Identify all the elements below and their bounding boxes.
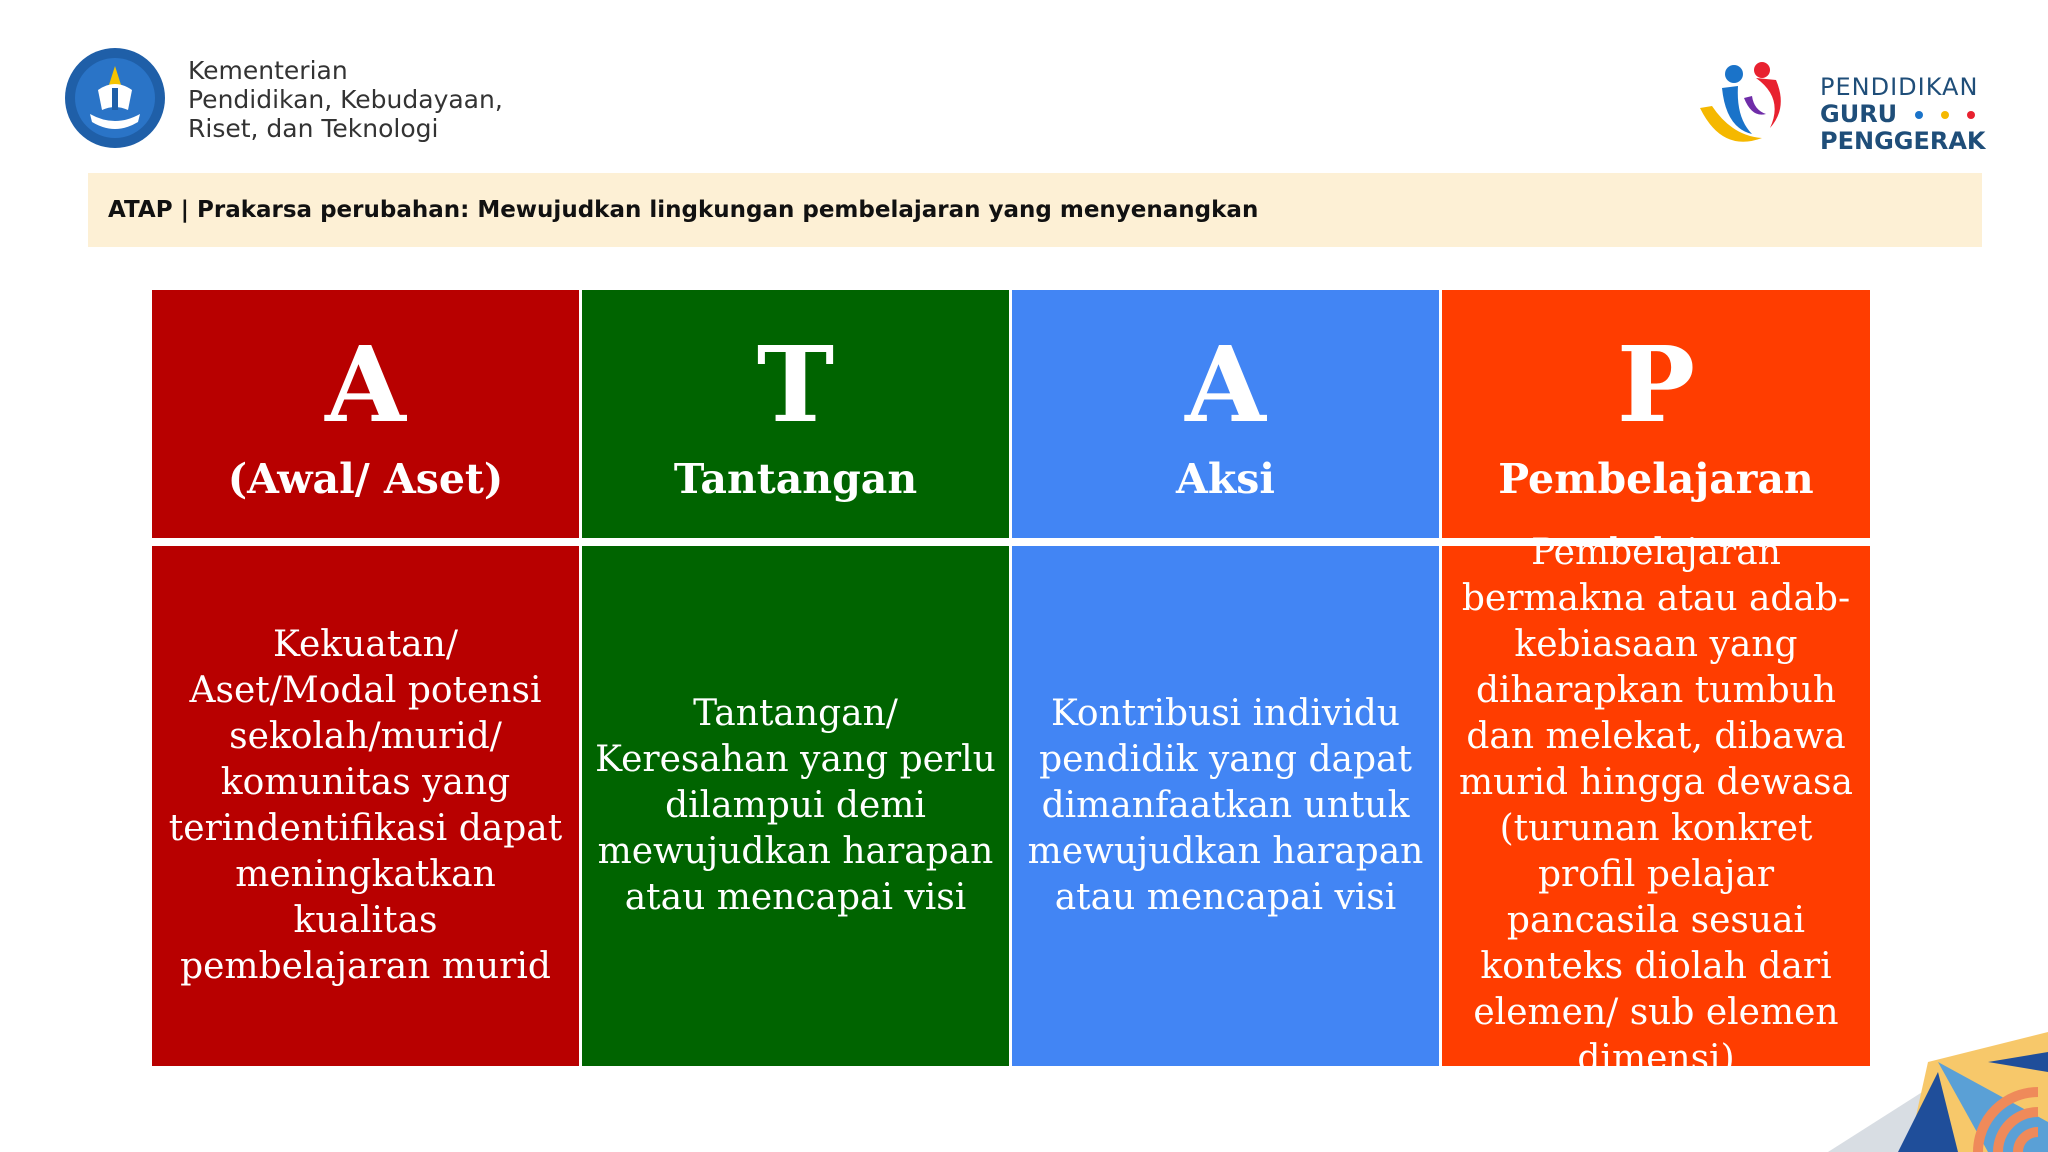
title-awal-aset: (Awal/ Aset) bbox=[227, 455, 504, 503]
letter-a-2: A bbox=[1185, 323, 1266, 446]
blue-dot-icon bbox=[1915, 111, 1923, 119]
title-pembelajaran: Pembelajaran bbox=[1498, 455, 1814, 503]
desc-awal-aset: Kekuatan/ Aset/Modal potensi sekolah/murid/ komunitas yang terindentifikasi dapat meningkatkan kualitas pembelajaran murid bbox=[168, 624, 563, 987]
guru-penggerak-logo bbox=[1692, 58, 1804, 154]
program-line-2-text: GURU bbox=[1820, 100, 1898, 128]
program-line-1: PENDIDIKAN bbox=[1820, 73, 1979, 101]
header-cell-aksi bbox=[1012, 290, 1439, 538]
desc-tantangan: Tantangan/ Keresahan yang perlu dilampui demi mewujudkan harapan atau mencapai visi bbox=[595, 693, 996, 918]
program-line-2 bbox=[1820, 101, 1986, 128]
body-cell-aksi bbox=[1012, 546, 1439, 1066]
topic-banner bbox=[88, 173, 1982, 247]
red-dot-icon bbox=[1967, 111, 1975, 119]
ministry-line-2: Pendidikan, Kebudayaan, bbox=[188, 85, 503, 114]
title-tantangan: Tantangan bbox=[673, 455, 918, 503]
header-cell-pembelajaran bbox=[1442, 290, 1870, 538]
ministry-name bbox=[188, 56, 503, 143]
title-aksi: Aksi bbox=[1176, 455, 1275, 503]
letter-p: P bbox=[1616, 323, 1696, 446]
program-line-3: PENGGERAK bbox=[1820, 127, 1986, 155]
body-cell-tantangan bbox=[582, 546, 1009, 1066]
program-name bbox=[1820, 74, 1986, 155]
ministry-line-3: Riset, dan Teknologi bbox=[188, 114, 439, 143]
ministry-line-1: Kementerian bbox=[188, 56, 348, 85]
kemdikbud-logo bbox=[60, 48, 170, 148]
desc-pembelajaran: Pembelajaran bermakna atau adab-kebiasaan yang diharapkan tumbuh dan melekat, dibawa murid hingga dewasa (turunan konkret profil pelajar pancasila sesuai konteks diolah dari elemen/ sub elemen dimensi) bbox=[1459, 532, 1853, 1079]
body-cell-awal bbox=[152, 546, 579, 1066]
header-cell-tantangan bbox=[582, 290, 1009, 538]
yellow-dot-icon bbox=[1941, 111, 1949, 119]
header-cell-awal bbox=[152, 290, 579, 538]
corner-decoration bbox=[1788, 962, 2048, 1152]
atap-table bbox=[152, 290, 1870, 1079]
desc-aksi: Kontribusi individu pendidik yang dapat dimanfaatkan untuk mewujudkan harapan atau mencapai visi bbox=[1027, 693, 1424, 918]
letter-t: T bbox=[756, 323, 835, 446]
banner-title: ATAP | Prakarsa perubahan: Mewujudkan lingkungan pembelajaran yang menyenangkan bbox=[108, 197, 1259, 223]
letter-a: A bbox=[325, 323, 406, 446]
